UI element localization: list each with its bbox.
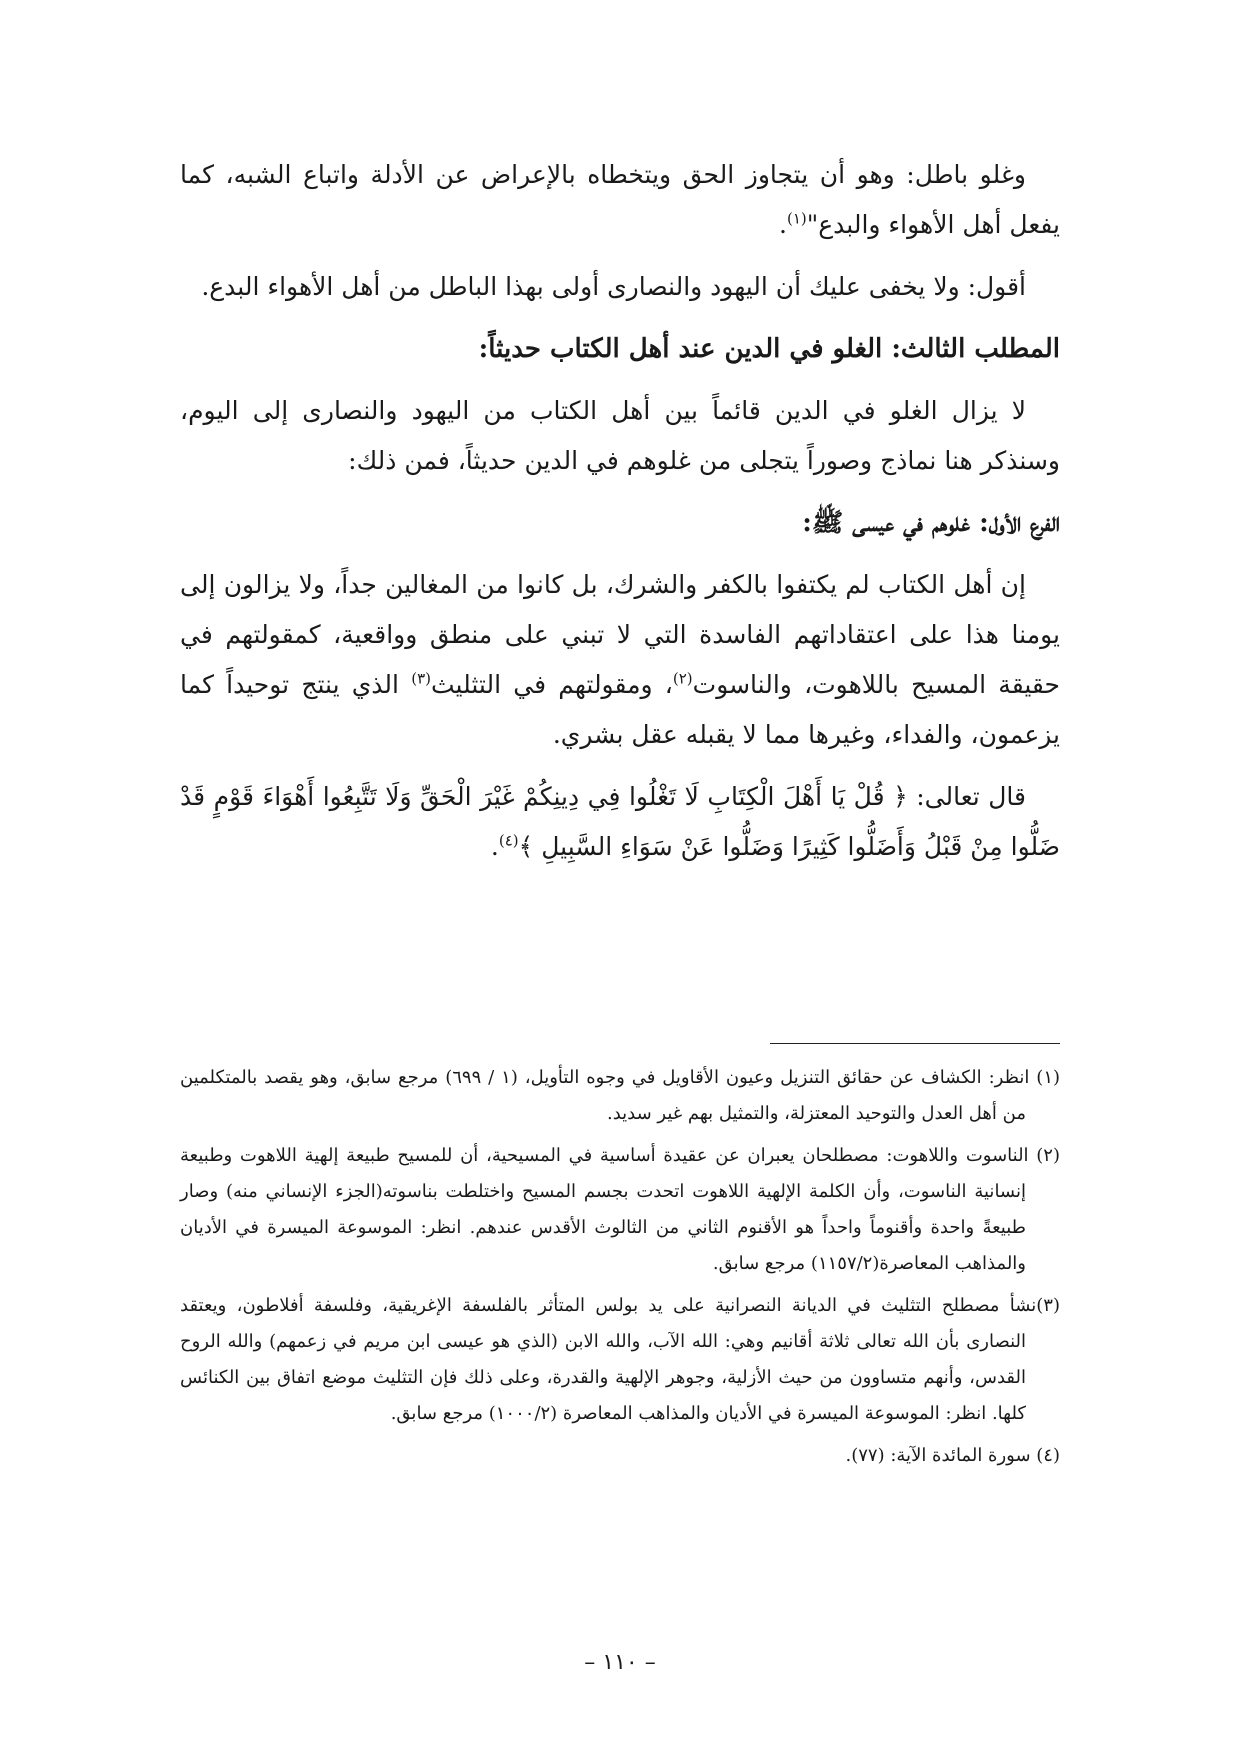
footnote-ref-3: (٣) <box>411 669 431 688</box>
main-text <box>180 150 1060 884</box>
page-number: – ١١٠ – <box>584 1650 656 1675</box>
paragraph-2: أقول: ولا يخفى عليك أن اليهود والنصارى أولى بهذا الباطل من أهل الأهواء البدع. <box>201 272 1026 301</box>
footnote-4: (٤) سورة المائدة الآية: (٧٧). <box>845 1445 1060 1466</box>
footnote-ref-4: (٤) <box>498 831 519 850</box>
quran-verse-paragraph: قال تعالى: ﴿ قُلْ يَا أَهْلَ الْكِتَابِ لَا تَغْلُوا فِي دِينِكُمْ غَيْرَ الْحَقِّ وَلَا تَتَّبِعُوا أَهْوَاءَ قَوْمٍ قَدْ ضَلُّوا مِنْ قَبْلُ وَأَضَلُّوا كَثِيرًا وَضَلُّوا عَنْ سَوَاءِ السَّبِيلِ ﴾$^{(٤)}$. <box>180 782 1060 861</box>
footnotes <box>180 1060 1060 1480</box>
paragraph-4: إن أهل الكتاب لم يكتفوا بالكفر والشرك، بل كانوا من المغالين جداً، ولا يزالون إلى يومنا هذا على اعتقاداتهم الفاسدة التي لا تبني على منطق وواقعية، كمقولتهم في حقيقة المسيح باللاهوت، والناسوت$^{(٢)}$، ومقولتهم في التثليث$^{(٣)}$ الذي ينتج توحيداً كما يزعمون، والفداء، وغيرها مما لا يقبله عقل بشري. <box>180 570 1060 749</box>
footnote-divider <box>770 1043 1060 1044</box>
footnote-2: (٢) الناسوت واللاهوت: مصطلحان يعبران عن عقيدة أساسية في المسيحية، أن للمسيح طبيعة إلهية اللاهوت وطبيعة إنسانية الناسوت، وأن الكلمة الإلهية اللاهوت اتحدت بجسم المسيح واختلطت بناسوته(الجزء الإنساني منه) وصار طبيعةً واحدة وأقنوماً واحداً هو الأقنوم الثاني من الثالوث الأقدس عندهم. انظر: الموسوعة الميسرة في الأديان والمذاهب المعاصرة(١١٥٧/٢) مرجع سابق. <box>180 1145 1060 1274</box>
paragraph-3: لا يزال الغلو في الدين قائماً بين أهل الكتاب من اليهود والنصارى إلى اليوم، وسنذكر هنا نماذج وصوراً يتجلى من غلوهم في الدين حديثاً، فمن ذلك: <box>180 396 1060 475</box>
footnote-1: (١) انظر: الكشاف عن حقائق التنزيل وعيون الأقاويل في وجوه التأويل، (١ / ٦٩٩) مرجع سابق، وهو يقصد بالمتكلمين من أهل العدل والتوحيد المعتزلة، والتمثيل بهم غير سديد. <box>180 1067 1061 1124</box>
subsection-heading: الفرع الأول: غلوهم في عيسى ﷺ: <box>802 508 1060 538</box>
footnote-ref-1: (١) <box>786 209 807 228</box>
paragraph-1: وغلو باطل: وهو أن يتجاوز الحق ويتخطاه بالإعراض عن الأدلة واتباع الشبه، كما يفعل أهل الأهواء والبدع"$^{(١)}$. <box>180 160 1060 239</box>
section-heading: المطلب الثالث: الغلو في الدين عند أهل الكتاب حديثاً: <box>478 334 1060 364</box>
footnote-ref-2: (٢) <box>672 669 693 688</box>
footnote-3: (٣)نشأ مصطلح التثليث في الديانة النصرانية على يد بولس المتأثر بالفلسفة الإغريقية، وفلسفة أفلاطون، ويعتقد النصارى بأن الله تعالى ثلاثة أقانيم وهي: الله الآب، والله الابن (الذي هو عيسى ابن مريم في زعمهم) والله الروح القدس، وأنهم متساوون من حيث الأزلية، وجوهر الإلهية والقدرة، وعلى ذلك فإن التثليث موضع اتفاق بين الكنائس كلها. انظر: الموسوعة الميسرة في الأديان والمذاهب المعاصرة (١٠٠٠/٢) مرجع سابق. <box>180 1295 1060 1424</box>
